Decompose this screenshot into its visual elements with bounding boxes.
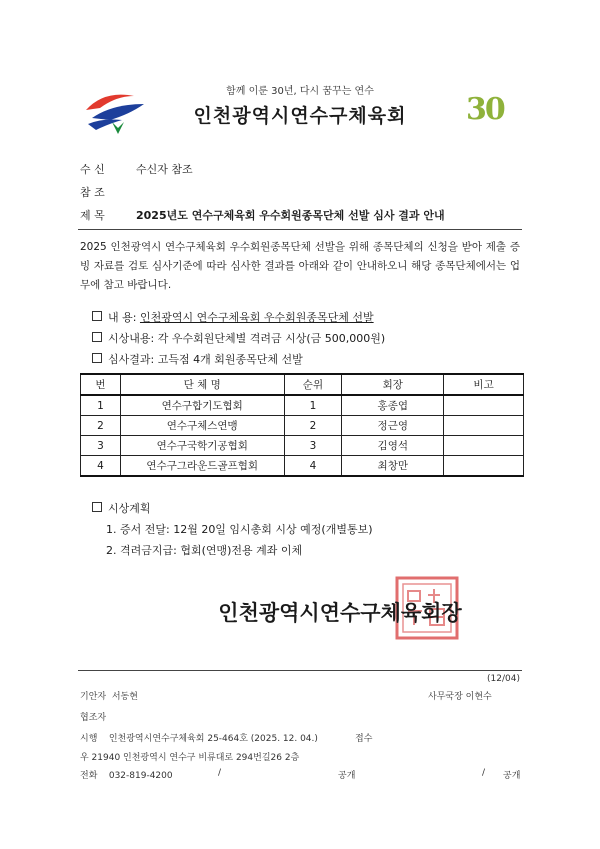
header-president: 회장 xyxy=(342,374,444,395)
public-1: 공개 xyxy=(338,771,356,781)
footer-divider xyxy=(78,670,522,671)
checkbox-icon xyxy=(92,502,102,512)
subject-label: 제 목 xyxy=(80,209,105,222)
item-value: 인천광역시 연수구체육회 우수회원종목단체 선발 xyxy=(139,311,374,324)
receipt-label: 접수 xyxy=(355,734,373,744)
item-label: 시상내용: xyxy=(108,332,155,345)
item-value: 고득점 4개 회원종목단체 선발 xyxy=(157,353,303,366)
item-result xyxy=(92,351,303,367)
cell-rank: 4 xyxy=(284,456,342,477)
approver-row xyxy=(428,689,492,702)
cell-no: 1 xyxy=(81,395,121,416)
slogan: 함께 이룬 30년, 다시 꿈꾸는 연수 xyxy=(226,86,374,97)
recipient-value: 수신자 참조 xyxy=(136,163,193,176)
cell-president: 홍종엽 xyxy=(342,395,444,416)
result-table xyxy=(80,373,524,477)
cell-name: 연수구합기도협회 xyxy=(120,395,284,416)
subject-row xyxy=(80,207,445,223)
drafter-row xyxy=(80,689,138,702)
plan-line-2: 2. 격려금지급: 협회(연맹)전용 계좌 이체 xyxy=(106,544,303,557)
cell-no: 3 xyxy=(81,436,121,456)
anniversary-logo xyxy=(466,92,522,132)
org-title: 인천광역시연수구체육회 xyxy=(193,105,407,127)
cell-name: 연수구체스연맹 xyxy=(120,416,284,436)
checkbox-icon xyxy=(92,332,102,342)
cell-note xyxy=(444,456,524,477)
divider xyxy=(78,229,522,230)
header-no: 번 xyxy=(81,374,121,395)
body-paragraph: 2025 인천광역시 연수구체육회 우수회원종목단체 선발을 위해 종목단체의 신청을 받아 제출 증빙 자료를 검토 심사기준에 따라 심사한 결과를 아래와 같이 안내하오니 해당 종목단체에서는 업무에 참고 바랍니다. xyxy=(80,241,520,291)
signature-title: 인천광역시연수구체육회장 xyxy=(218,601,462,625)
checkbox-icon xyxy=(92,311,102,321)
item-label: 심사결과: xyxy=(108,353,155,366)
table-row xyxy=(81,395,524,416)
date-code: (12/04) xyxy=(487,674,520,684)
phone-value: 032-819-4200 xyxy=(108,771,173,781)
drafter-name: 서동현 xyxy=(111,692,138,702)
plan-line-1: 1. 증서 전달: 12월 20일 임시총회 시상 예정(개별통보) xyxy=(106,523,373,536)
cell-president: 김영석 xyxy=(342,436,444,456)
cell-note xyxy=(444,416,524,436)
cell-rank: 2 xyxy=(284,416,342,436)
reference-label: 참 조 xyxy=(80,186,105,199)
cell-rank: 1 xyxy=(284,395,342,416)
slash-1: / xyxy=(218,768,222,778)
phone-label: 전화 xyxy=(80,771,98,781)
cell-president: 정근영 xyxy=(342,416,444,436)
item-value: 각 우수회원단체별 격려금 시상(금 500,000원) xyxy=(157,332,386,345)
table-row xyxy=(81,416,524,436)
item-content xyxy=(92,309,374,325)
cell-name: 연수구그라운드골프협회 xyxy=(120,456,284,477)
recipient-row xyxy=(80,161,193,177)
cell-note xyxy=(444,395,524,416)
table-row xyxy=(81,456,524,477)
approver-title: 사무국장 xyxy=(428,692,463,702)
checkbox-icon xyxy=(92,353,102,363)
enforce-value: 인천광역시연수구체육회 25-464호 (2025. 12. 04.) xyxy=(108,734,318,744)
public-2: 공개 xyxy=(503,771,521,781)
enforce-row xyxy=(80,731,318,744)
subject-value: 2025년도 연수구체육회 우수회원종목단체 선발 심사 결과 안내 xyxy=(136,209,445,222)
cooperator-label: 협조자 xyxy=(80,713,107,723)
cell-note xyxy=(444,436,524,456)
header-rank: 순위 xyxy=(284,374,342,395)
table-header-row xyxy=(81,374,524,395)
reference-row xyxy=(80,184,136,200)
plan-title: 시상계획 xyxy=(108,502,151,515)
plan-title-row xyxy=(92,500,151,516)
cell-no: 4 xyxy=(81,456,121,477)
slash-2: / xyxy=(482,768,486,778)
recipient-label: 수 신 xyxy=(80,163,105,176)
table-row xyxy=(81,436,524,456)
drafter-label: 기안자 xyxy=(80,692,107,702)
cell-rank: 3 xyxy=(284,436,342,456)
phone-row xyxy=(80,768,173,781)
cell-name: 연수구국학기공협회 xyxy=(120,436,284,456)
header-name: 단 체 명 xyxy=(120,374,284,395)
header-note: 비고 xyxy=(444,374,524,395)
enforce-label: 시행 xyxy=(80,734,98,744)
address: 우 21940 인천광역시 연수구 비류대로 294번길26 2층 xyxy=(80,753,300,763)
cell-president: 최창만 xyxy=(342,456,444,477)
anniversary-number: 30 xyxy=(466,92,504,127)
item-award xyxy=(92,330,385,346)
cell-no: 2 xyxy=(81,416,121,436)
item-label: 내 용: xyxy=(108,311,137,324)
approver-name: 이현수 xyxy=(465,692,492,702)
